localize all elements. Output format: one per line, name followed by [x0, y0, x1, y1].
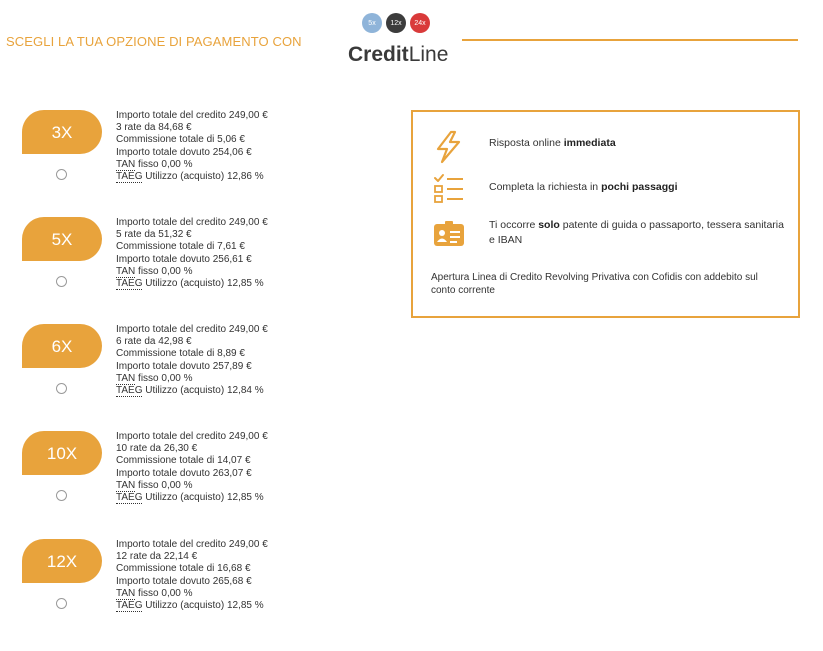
logo-badge-5x: 5x: [362, 13, 382, 33]
info-disclaimer: Apertura Linea di Credito Revolving Privativa con Cofidis con addebito sul conto corrente: [431, 272, 758, 296]
taeg-rate: TAEG Utilizzo (acquisto) 12,85 %: [116, 600, 264, 612]
taeg-abbr[interactable]: TAEG: [116, 385, 143, 397]
commission: Commissione totale di 7,61 €: [116, 241, 245, 253]
installment-amount: 6 rate da 42,98 €: [116, 336, 192, 348]
tan-rate: TAN fisso 0,00 %: [116, 587, 193, 599]
taeg-rate: TAEG Utilizzo (acquisto) 12,86 %: [116, 171, 264, 183]
option-details: [116, 539, 268, 612]
total-due: Importo totale dovuto 265,68 €: [116, 575, 252, 587]
logo-word-bold: Credit: [348, 43, 409, 66]
commission: Commissione totale di 5,06 €: [116, 134, 245, 146]
tan-abbr[interactable]: TAN: [116, 372, 136, 384]
option-details: [116, 110, 268, 183]
installments-badge[interactable]: [22, 110, 102, 154]
header-divider: [462, 39, 798, 41]
logo-badge-12x: 12x: [386, 13, 406, 33]
logo-badge-24x: 24x: [410, 13, 430, 33]
page-title: SCEGLI LA TUA OPZIONE DI PAGAMENTO CON: [6, 34, 302, 49]
tan-rate: TAN fisso 0,00 %: [116, 479, 193, 491]
credit-amount: Importo totale del credito 249,00 €: [116, 324, 268, 335]
tan-abbr[interactable]: TAN: [116, 158, 136, 170]
option-details: [116, 324, 268, 397]
tan-rate: TAN fisso 0,00 %: [116, 265, 193, 277]
header: [0, 0, 823, 80]
feature-text: Risposta online immediata: [489, 137, 616, 149]
installment-amount: 10 rate da 26,30 €: [116, 443, 198, 455]
total-due: Importo totale dovuto 254,06 €: [116, 146, 252, 158]
credit-amount: Importo totale del credito 249,00 €: [116, 217, 268, 228]
taeg-rate: TAEG Utilizzo (acquisto) 12,84 %: [116, 385, 264, 397]
installments-badge[interactable]: [22, 324, 102, 368]
installment-amount: 3 rate da 84,68 €: [116, 122, 192, 134]
installments-badge[interactable]: [22, 431, 102, 475]
installments-label: 12X: [46, 552, 78, 571]
option-radio[interactable]: [56, 490, 67, 501]
checklist-icon: [433, 172, 465, 206]
installments-badge[interactable]: [22, 539, 102, 583]
credit-amount: Importo totale del credito 249,00 €: [116, 110, 268, 121]
payment-option-12x[interactable]: [22, 539, 322, 639]
taeg-abbr[interactable]: TAEG: [116, 492, 143, 504]
total-due: Importo totale dovuto 257,89 €: [116, 360, 252, 372]
installments-label: 10X: [46, 444, 78, 463]
installments-label: 5X: [51, 230, 73, 249]
option-radio[interactable]: [56, 598, 67, 609]
payment-option-10x[interactable]: [22, 431, 322, 531]
tan-abbr[interactable]: TAN: [116, 479, 136, 491]
taeg-abbr[interactable]: TAEG: [116, 600, 143, 612]
tan-abbr[interactable]: TAN: [116, 265, 136, 277]
option-details: [116, 217, 268, 290]
payment-option-3x[interactable]: [22, 110, 322, 210]
installments-label: 6X: [51, 337, 73, 356]
payment-option-5x[interactable]: [22, 217, 322, 317]
total-due: Importo totale dovuto 263,07 €: [116, 467, 252, 479]
tan-rate: TAN fisso 0,00 %: [116, 372, 193, 384]
tan-abbr[interactable]: TAN: [116, 587, 136, 599]
payment-option-6x[interactable]: [22, 324, 322, 424]
credit-amount: Importo totale del credito 249,00 €: [116, 539, 268, 550]
total-due: Importo totale dovuto 256,61 €: [116, 253, 252, 265]
feature-text: Completa la richiesta in pochi passaggi: [489, 181, 678, 193]
logo-word-light: Line: [408, 43, 449, 66]
commission: Commissione totale di 8,89 €: [116, 348, 245, 360]
creditline-logo: [348, 13, 458, 69]
installments-badge[interactable]: [22, 217, 102, 261]
option-details: [116, 431, 268, 504]
commission: Commissione totale di 16,68 €: [116, 563, 251, 575]
installment-amount: 12 rate da 22,14 €: [116, 551, 198, 563]
option-radio[interactable]: [56, 169, 67, 180]
commission: Commissione totale di 14,07 €: [116, 455, 251, 467]
info-box: [411, 110, 800, 318]
taeg-rate: TAEG Utilizzo (acquisto) 12,85 %: [116, 492, 264, 504]
taeg-abbr[interactable]: TAEG: [116, 171, 143, 183]
option-radio[interactable]: [56, 383, 67, 394]
logo-wordmark: [348, 43, 448, 67]
installments-label: 3X: [51, 123, 73, 142]
credit-amount: Importo totale del credito 249,00 €: [116, 431, 268, 442]
installment-amount: 5 rate da 51,32 €: [116, 229, 192, 241]
feature-text: Ti occorre solo patente di guida o passaporto, tessera sanitaria e IBAN: [489, 219, 784, 246]
option-radio[interactable]: [56, 276, 67, 287]
tan-rate: TAN fisso 0,00 %: [116, 158, 193, 170]
id-card-icon: [433, 218, 465, 252]
taeg-abbr[interactable]: TAEG: [116, 278, 143, 290]
taeg-rate: TAEG Utilizzo (acquisto) 12,85 %: [116, 278, 264, 290]
lightning-icon: [433, 130, 465, 164]
